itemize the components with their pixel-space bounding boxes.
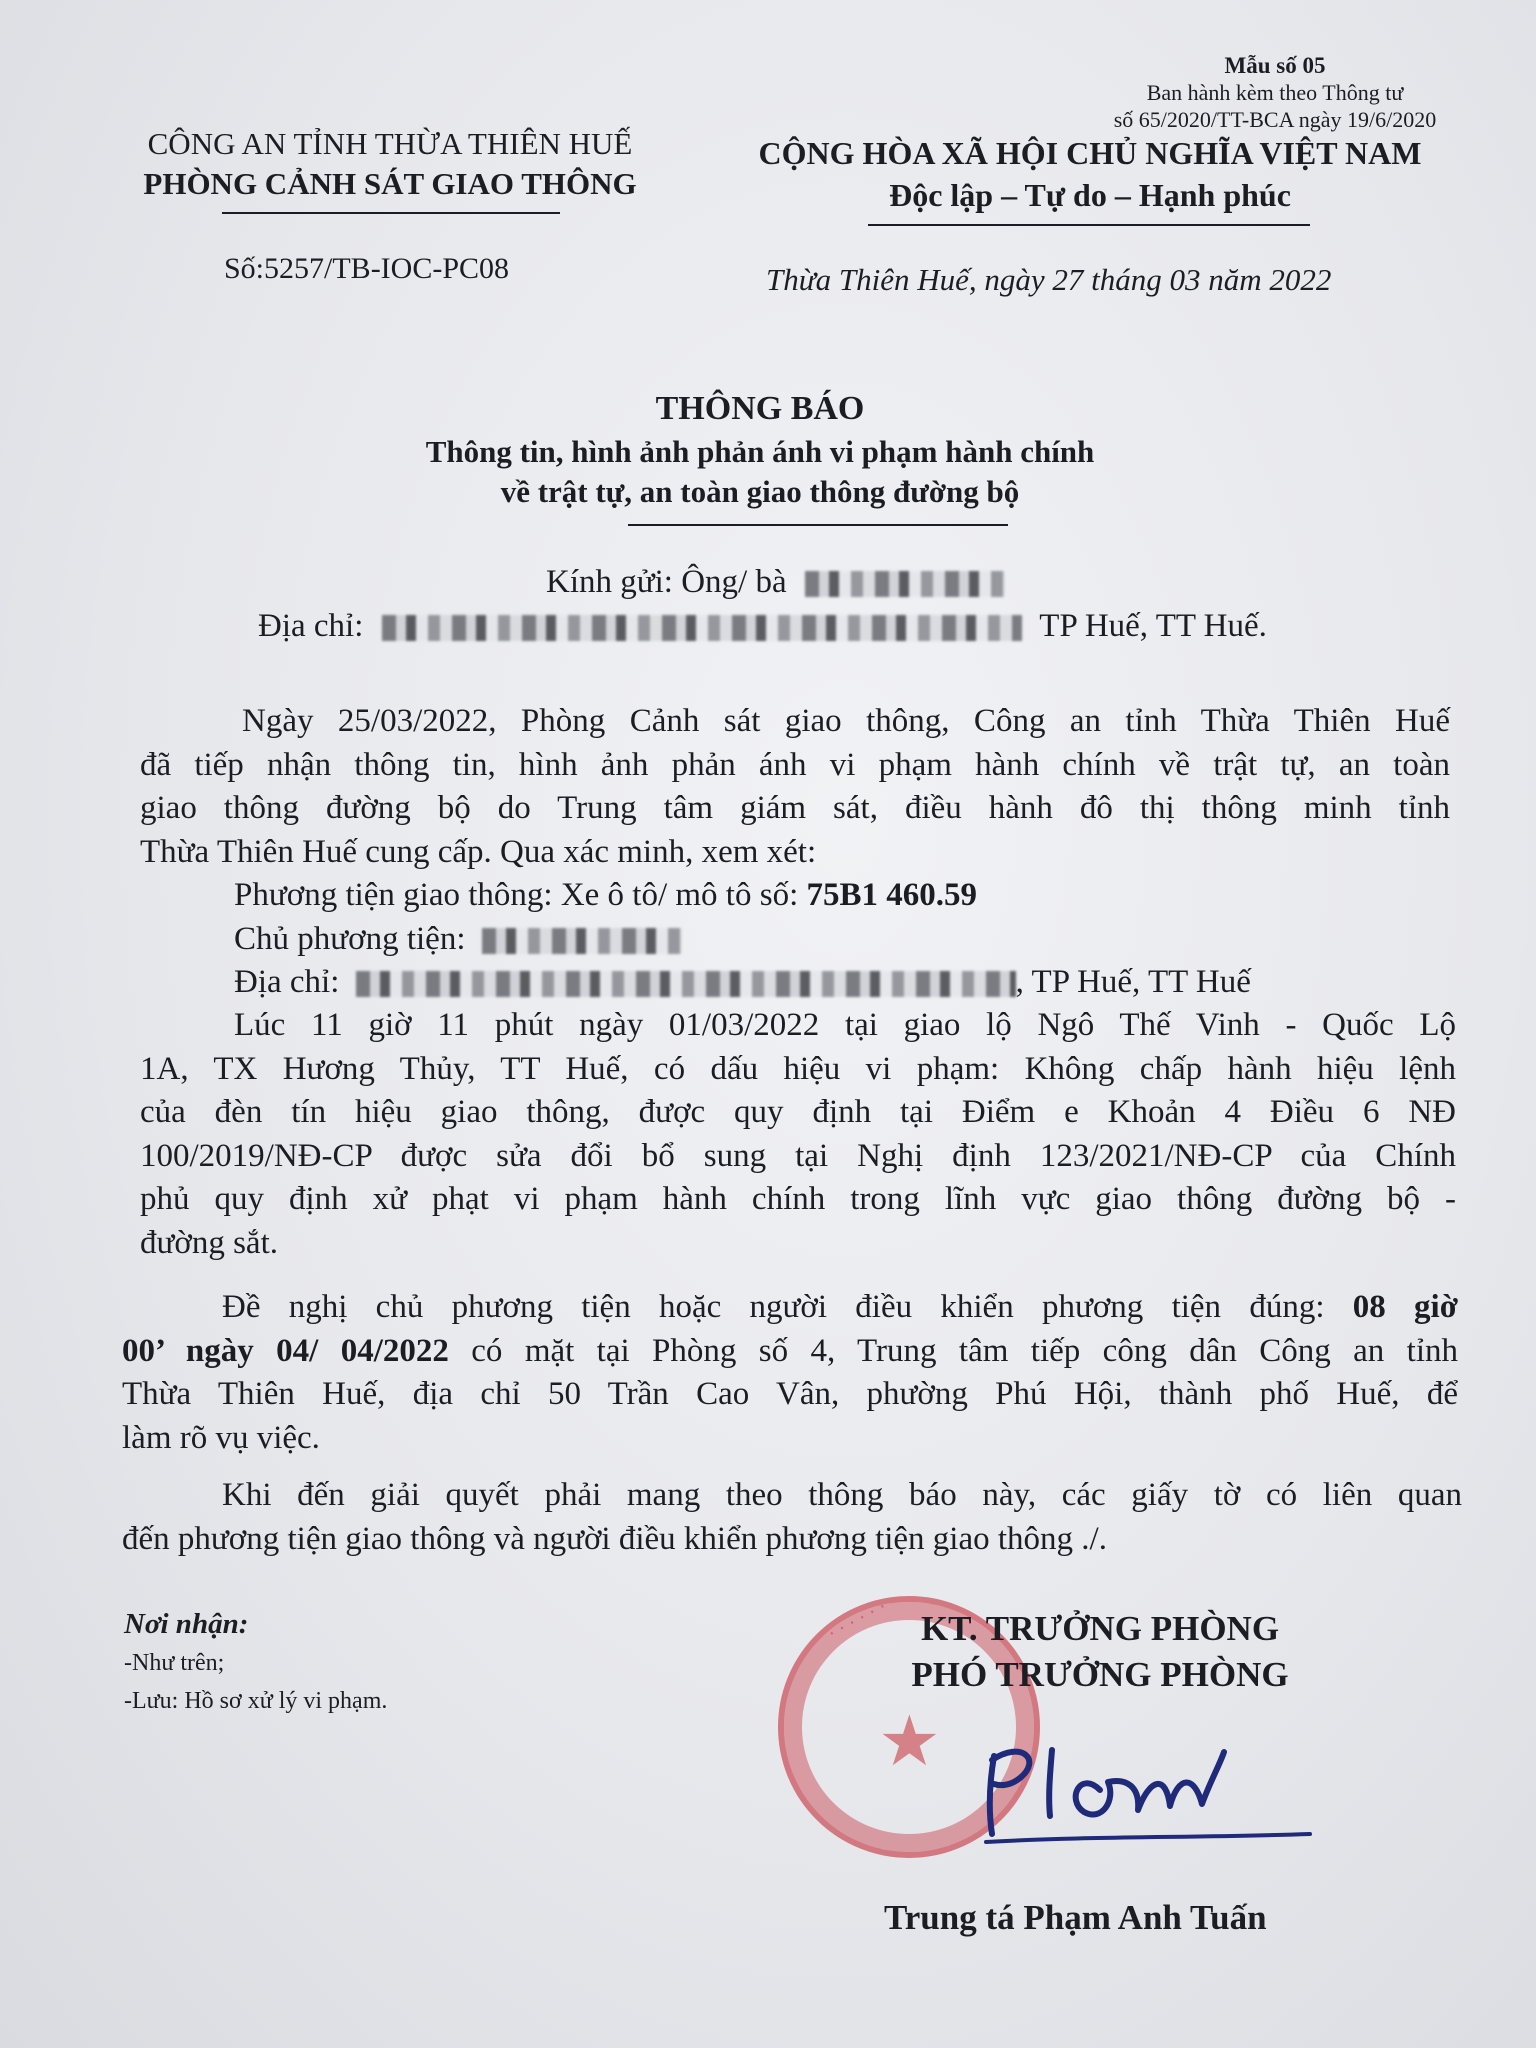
owner-address-label: Địa chỉ: xyxy=(234,964,340,1000)
request-line-4: làm rõ vụ việc. xyxy=(122,1419,320,1456)
violation-line-6: đường sắt. xyxy=(140,1224,278,1261)
paragraph-violation xyxy=(140,1004,1456,1265)
recipient-address-row xyxy=(258,608,1267,645)
violation-line-1: Lúc 11 giờ 11 phút ngày 01/03/2022 tại giao lộ Ngô Thế Vinh - Quốc Lộ xyxy=(234,1007,1456,1043)
owner-address-row xyxy=(234,961,1454,1005)
form-number: Mẫu số 05 xyxy=(1224,53,1326,78)
intro-line-3: giao thông đường bộ do Trung tâm giám sát, điều hành đô thị thông minh tỉnh xyxy=(140,790,1450,826)
request-line-2 xyxy=(122,1330,1458,1374)
recipients-block xyxy=(124,1604,387,1720)
redacted-address xyxy=(382,615,1022,641)
signature-role2: PHÓ TRƯỞNG PHÒNG xyxy=(911,1655,1289,1694)
recipient-address-tail: TP Huế, TT Huế. xyxy=(1039,608,1267,644)
request-time: 08 giờ xyxy=(1352,1289,1458,1325)
violation-line-3: của đèn tín hiệu giao thông, được quy định tại Điểm e Khoản 4 Điều 6 NĐ xyxy=(140,1094,1456,1130)
signature-role1: KT. TRƯỞNG PHÒNG xyxy=(920,1609,1280,1648)
owner-label: Chủ phương tiện: xyxy=(234,920,466,957)
issuer-header xyxy=(100,124,680,204)
seal-star-icon: ★ xyxy=(878,1700,941,1782)
intro-line-2: đã tiếp nhận thông tin, hình ảnh phản ánh vi phạm hành chính về trật tự, an toàn xyxy=(140,746,1450,783)
instructions-line-2: đến phương tiện giao thông và người điều khiển phương tiện giao thông ./. xyxy=(122,1520,1107,1557)
nation-underline xyxy=(868,224,1310,226)
issuer-underline xyxy=(222,212,560,214)
owner-address-tail: , TP Huế, TT Huế xyxy=(1015,964,1251,1000)
nation-line1: CỘNG HÒA XÃ HỘI CHỦ NGHĨA VIỆT NAM xyxy=(758,135,1422,171)
recipients-label: Nơi nhận: xyxy=(124,1608,249,1640)
signatory-name: Trung tá Phạm Anh Tuấn xyxy=(884,1898,1267,1937)
issuer-line1: CÔNG AN TỈNH THỪA THIÊN HUẾ xyxy=(147,126,633,161)
violation-line-5: phủ quy định xử phạt vi phạm hành chính trong lĩnh vực giao thông đường bộ - xyxy=(140,1181,1456,1217)
recipient-greeting-row xyxy=(546,564,1005,601)
request-line-1-text: Đề nghị chủ phương tiện hoặc người điều khiển phương tiện đúng: xyxy=(222,1289,1325,1325)
handwritten-signature xyxy=(980,1730,1320,1850)
recipient-greeting: Kính gửi: Ông/ bà xyxy=(546,564,787,600)
title-main: THÔNG BÁO xyxy=(655,390,865,427)
instructions-line-1: Khi đến giải quyết phải mang theo thông báo này, các giấy tờ có liên quan xyxy=(222,1477,1462,1513)
request-line-2-text: có mặt tại Phòng số 4, Trung tâm tiếp công dân Công an tỉnh xyxy=(471,1332,1458,1369)
title-sub2: về trật tự, an toàn giao thông đường bộ xyxy=(500,474,1020,509)
redacted-owner xyxy=(482,928,682,954)
form-issued-line1: Ban hành kèm theo Thông tư xyxy=(1146,80,1404,105)
signature-block xyxy=(840,1606,1360,1698)
intro-line-1: Ngày 25/03/2022, Phòng Cảnh sát giao thông, Công an tỉnh Thừa Thiên Huế xyxy=(242,703,1450,739)
nation-line2: Độc lập – Tự do – Hạnh phúc xyxy=(889,177,1291,213)
paragraph-request xyxy=(122,1286,1458,1460)
form-issued-line2: số 65/2020/TT-BCA ngày 19/6/2020 xyxy=(1113,107,1437,132)
recipient-address-label: Địa chỉ: xyxy=(258,608,364,644)
owner-row xyxy=(234,918,1454,962)
redacted-name xyxy=(805,571,1005,597)
title-sub1: Thông tin, hình ảnh phản ánh vi phạm hành chính xyxy=(425,434,1095,469)
request-date: 00’ ngày 04/ 04/2022 xyxy=(122,1332,449,1369)
violation-line-2: 1A, TX Hương Thủy, TT Huế, có dấu hiệu vi phạm: Không chấp hành hiệu lệnh xyxy=(140,1050,1456,1087)
title-block xyxy=(260,386,1260,512)
paragraph-instructions xyxy=(122,1474,1462,1561)
request-line-3: Thừa Thiên Huế, địa chỉ 50 Trần Cao Vân, phường Phú Hội, thành phố Huế, để xyxy=(122,1376,1458,1412)
recipients-item-2: -Lưu: Hồ sơ xử lý vi phạm. xyxy=(124,1688,388,1714)
place-date: Thừa Thiên Huế, ngày 27 tháng 03 năm 2022 xyxy=(766,262,1332,297)
paragraph-intro xyxy=(140,700,1450,874)
document-number: Số:5257/TB-IOC-PC08 xyxy=(224,252,510,285)
vehicle-label: Phương tiện giao thông: Xe ô tô/ mô tô số: xyxy=(234,877,799,913)
intro-line-4: Thừa Thiên Huế cung cấp. Qua xác minh, xem xét: xyxy=(140,833,817,870)
vehicle-row xyxy=(234,874,1454,918)
redacted-owner-address xyxy=(356,971,1016,997)
recipients-item-1: -Như trên; xyxy=(124,1650,225,1676)
seal-ring-decoration: · · · · · · xyxy=(824,1596,891,1645)
form-info xyxy=(1090,52,1460,133)
violation-line-4: 100/2019/NĐ-CP được sửa đổi bổ sung tại Nghị định 123/2021/NĐ-CP của Chính xyxy=(140,1137,1456,1174)
issuer-line2: PHÒNG CẢNH SÁT GIAO THÔNG xyxy=(143,166,637,201)
vehicle-plate: 75B1 460.59 xyxy=(806,877,978,913)
nation-header xyxy=(710,132,1470,216)
request-line-1 xyxy=(122,1286,1458,1330)
title-underline xyxy=(628,524,1008,526)
vehicle-info xyxy=(234,874,1454,1005)
